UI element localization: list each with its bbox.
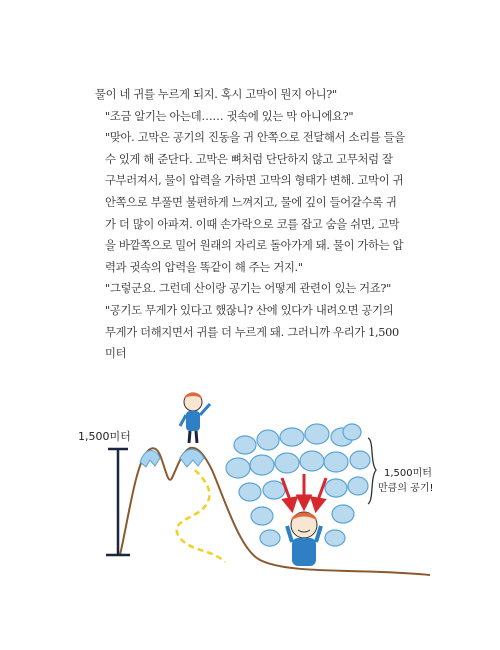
height-marker	[106, 449, 130, 555]
paragraph-3: "맞아. 고막은 공기의 진동을 귀 안쪽으로 전달해서 소리를 들을 수 있게 해 준단다. 고막은 뼈처럼 단단하지 않고 고무처럼 잘 구부러져서, 물이 압력을 가하면 고막의 형태가 변해. 고막이 귀 안쪽으로 부풀면 불편하게 느껴지고, 물에 깊이 들어갈수록 귀가 더 많이 아파져. 이때 손가락으로 코를 잡고 숨을 쉬면, 고막을 바깥쪽으로 밀어 원래의 자리로 돌아가게 돼. 물이 가하는 압력과 귓속의 압력을 똑같이 해 주는 거지."	[105, 131, 405, 274]
paragraph-1: 물이 네 귀를 누르게 되지. 혹시 고막이 뭔지 아니?"	[95, 88, 337, 101]
pressure-arrows	[282, 474, 326, 510]
mountain	[120, 448, 430, 575]
child-on-mountain	[180, 393, 210, 443]
height-label: 1,500미터	[78, 430, 131, 443]
paragraph-4: "그렇군요. 그런데 산이랑 공기는 어떻게 관련이 있는 거죠?"	[105, 282, 391, 296]
child-holding-ears	[287, 512, 321, 566]
air-brace	[368, 438, 376, 504]
paragraph-5: "공기도 무게가 있다고 했잖니? 산에 있다가 내려오면 공기의 무게가 더해지면서 귀를 더 누르게 돼. 그러니까 우리가 1,500미터	[105, 303, 399, 361]
air-label-line2: 만큼의 공기!	[378, 483, 434, 494]
air-label-line1: 1,500미터	[384, 468, 432, 479]
paragraph-2: "조금 알기는 아는데…… 귓속에 있는 막 아니에요?"	[105, 109, 354, 123]
